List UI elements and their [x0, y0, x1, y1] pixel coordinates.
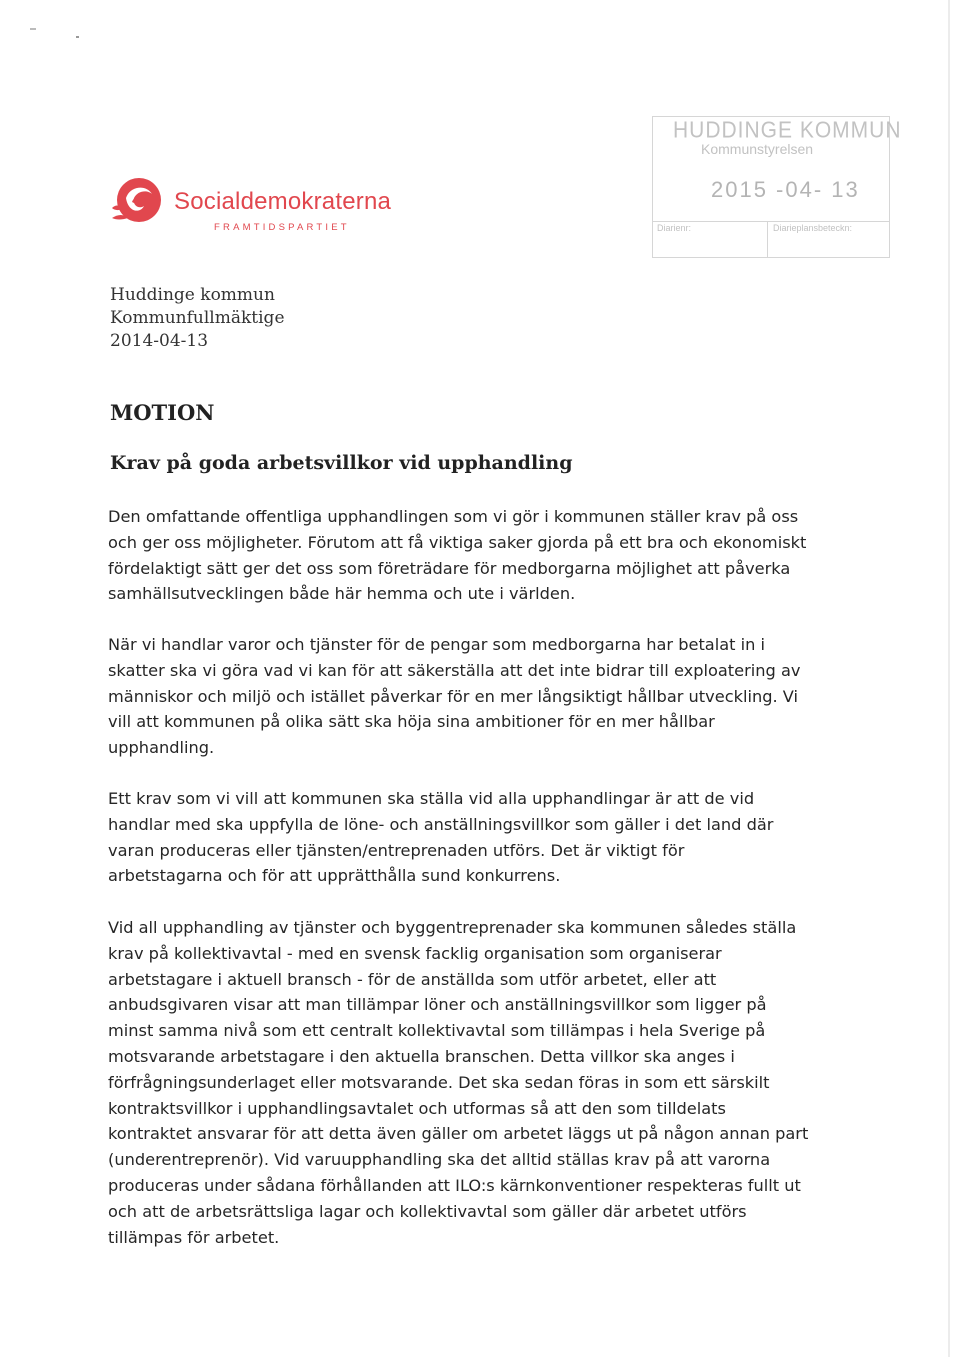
paragraph-line: Den omfattande offentliga upphandlingen som vi gör i kommunen ställer krav på oss [108, 507, 799, 526]
paragraph-line: motsvarande arbetstagare i den aktuella branschen. Detta villkor ska anges i [108, 1046, 735, 1066]
recipient-council: Kommunfullmäktige [110, 308, 285, 328]
stamp-department: Kommunstyrelsen [701, 141, 814, 157]
document-type: MOTION [110, 400, 215, 425]
paragraph-line: förfrågningsunderlaget eller motsvarande. Det ska sedan föras in som ett särskilt [108, 1072, 770, 1092]
paragraph-line: samhällsutvecklingen både här hemma och ute i världen. [108, 584, 576, 604]
paragraph-line: människor och miljö och istället påverkar för en mer långsiktigt hållbar utveckling. Vi [108, 686, 798, 706]
document-date: 2014-04-13 [110, 331, 209, 351]
paragraph-line: (underentreprenör). Vid varuupphandling ska det alltid ställas krav på att varorna [108, 1150, 771, 1170]
paragraph-line: upphandling. [108, 738, 215, 758]
paragraph-line: vill att kommunen på olika sätt ska höja sina ambitioner för en mer hållbar [108, 712, 715, 732]
stamp-field-diarienr: Diarienr: [657, 223, 692, 233]
paragraph-line: krav på kollektivavtal - med en svensk facklig organisation som organiserar [108, 943, 722, 963]
paragraph-line: handlar med ska uppfylla de löne- och anställningsvillkor som gäller i det land där [108, 814, 774, 834]
paragraph-line: och ger oss möjligheter. Förutom att få viktiga saker gjorda på ett bra och ekonomiskt [108, 532, 807, 552]
body-paragraph [108, 915, 848, 1250]
rose-icon [108, 174, 170, 230]
stamp-date: 2015 -04- 13 [711, 177, 860, 202]
paragraph-line: kontraktet ansvarar för att detta även gäller om arbetet läggs ut på någon annan part [108, 1124, 809, 1144]
document-title: Krav på goda arbetsvillkor vid upphandling [110, 452, 573, 474]
paragraph-line: och att de arbetsrättsliga lagar och kollektivavtal som gäller där arbetet utförs [108, 1201, 747, 1221]
paragraph-line: När vi handlar varor och tjänster för de pengar som medborgarna har betalat in i [108, 635, 766, 654]
stamp-field-diarieplan: Diarieplansbeteckn: [773, 223, 853, 233]
paragraph-line: arbetstagarna och för att upprätthålla sund konkurrens. [108, 866, 561, 886]
paragraph-line: Ett krav som vi vill att kommunen ska ställa vid alla upphandlingar är att de vid [108, 789, 755, 808]
party-tagline: FRAMTIDSPARTIET [214, 222, 350, 233]
stamp-divider [767, 221, 768, 257]
paragraph-line: anbudsgivaren visar att man tillämpar löner och anställningsvillkor som ligger på [108, 995, 767, 1015]
paragraph-line: skatter ska vi göra vad vi kan för att säkerställa att det inte bidrar till exploatering av [108, 660, 801, 680]
body-paragraph [108, 786, 848, 889]
paragraph-line: Vid all upphandling av tjänster och byggentreprenader ska kommunen således ställa [108, 918, 797, 937]
party-name: Socialdemokraterna [174, 188, 392, 215]
paragraph-line: kontraktsvillkor i upphandlingsavtalet och utformas så att den som tilldelats [108, 1098, 726, 1118]
scan-edge [948, 0, 950, 1357]
scan-speck [76, 36, 79, 38]
party-logo [108, 170, 408, 242]
paragraph-line: minst samma nivå som ett centralt kollektivavtal som tillämpas i hela Sverige på [108, 1021, 766, 1041]
paragraph-line: arbetstagare i aktuell bransch - för de anställda som utför arbetet, eller att [108, 969, 717, 989]
paragraph-line: fördelaktigt sätt ger det oss som företrädare för medborgarna möjlighet att påverka [108, 558, 791, 578]
stamp-divider [653, 221, 889, 222]
paragraph-line: varan produceras eller tjänsten/entreprenaden utförs. Det är viktigt för [108, 840, 685, 860]
paragraph-line: tillämpas för arbetet. [108, 1227, 280, 1247]
received-stamp [652, 116, 902, 258]
recipient-municipality: Huddinge kommun [110, 285, 275, 305]
stamp-organisation: HUDDINGE KOMMUN [673, 117, 902, 144]
body-paragraph [108, 504, 848, 607]
paragraph-line: produceras under sådana förhållanden att ILO:s kärnkonventioner respekteras fullt ut [108, 1175, 801, 1195]
scan-speck [30, 28, 36, 30]
body-paragraph [108, 632, 848, 761]
